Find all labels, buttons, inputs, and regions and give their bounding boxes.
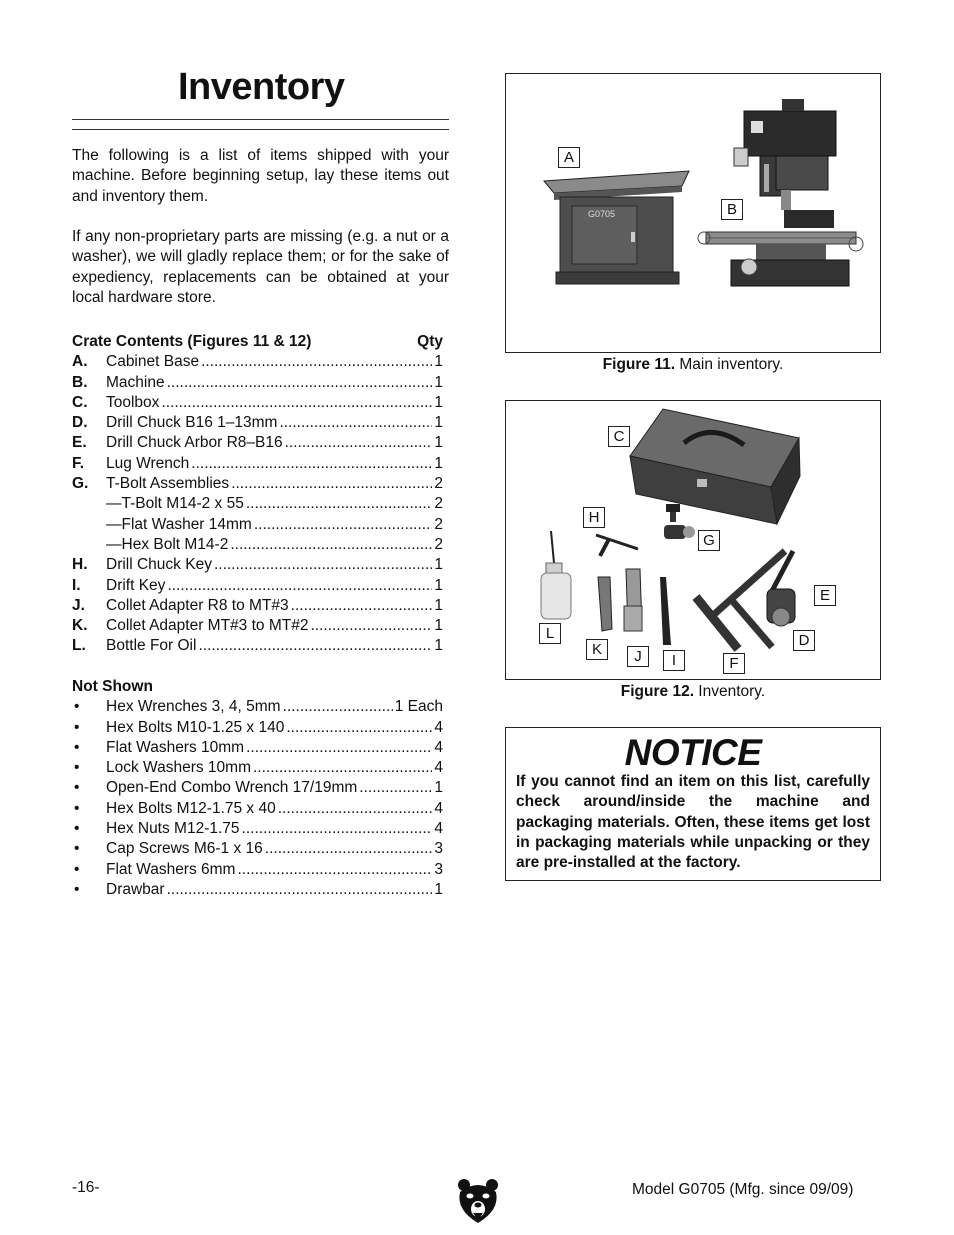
notice-box xyxy=(505,727,881,881)
chuck-key-illustration xyxy=(596,535,638,556)
item-qty: 4 xyxy=(434,820,443,838)
item-name: —T-Bolt M14-2 x 55 xyxy=(106,495,244,513)
item-qty: 2 xyxy=(434,495,443,513)
figure-12-illustration xyxy=(506,401,882,681)
item-name: Hex Bolts M10-1.25 x 140 xyxy=(106,718,285,736)
item-name: Collet Adapter MT#3 to MT#2 xyxy=(106,617,309,635)
figure-12-caption: Figure 12. Inventory. xyxy=(620,683,766,700)
collet-adapter-j-illustration xyxy=(624,569,642,631)
item-letter: B. xyxy=(72,373,88,391)
leader-dots xyxy=(230,535,432,555)
item-letter: G. xyxy=(72,475,89,493)
bear-logo-icon xyxy=(456,1176,500,1224)
item-qty: 4 xyxy=(434,738,443,756)
qty-header: Qty xyxy=(417,333,443,350)
crate-item-row xyxy=(72,352,443,372)
leader-dots xyxy=(242,819,433,839)
crate-item-row xyxy=(72,494,443,514)
item-qty: 1 xyxy=(434,414,443,432)
leader-dots xyxy=(167,373,433,393)
crate-item-row xyxy=(72,555,443,575)
figure-12-label-g: G xyxy=(698,530,720,551)
item-name: Collet Adapter R8 to MT#3 xyxy=(106,596,289,614)
leader-dots xyxy=(278,799,433,819)
oil-bottle-illustration xyxy=(541,531,571,619)
figure-12-frame xyxy=(505,400,881,680)
item-qty: 3 xyxy=(434,860,443,878)
not-shown-item-row xyxy=(72,819,443,839)
leader-dots xyxy=(246,494,433,514)
crate-item-row xyxy=(72,373,443,393)
leader-dots xyxy=(285,433,433,453)
figure-12-label-e: E xyxy=(814,585,836,606)
svg-text:G0705: G0705 xyxy=(588,209,616,219)
crate-item-row xyxy=(72,535,443,555)
figure-11-label-a: A xyxy=(558,147,580,168)
leader-dots xyxy=(167,880,433,900)
not-shown-item-row xyxy=(72,880,443,900)
item-name: Hex Wrenches 3, 4, 5mm xyxy=(106,698,281,716)
item-name: T-Bolt Assemblies xyxy=(106,475,230,493)
item-name: —Flat Washer 14mm xyxy=(106,515,252,533)
bullet: • xyxy=(74,880,80,898)
item-name: Toolbox xyxy=(106,393,160,411)
item-name: Hex Bolts M12-1.75 x 40 xyxy=(106,799,276,817)
item-qty: 1 xyxy=(434,637,443,655)
crate-item-row xyxy=(72,515,443,535)
item-qty: 1 xyxy=(434,596,443,614)
figure-11-label-b: B xyxy=(721,199,743,220)
figure-12-label-c: C xyxy=(608,426,630,447)
notice-title: NOTICE xyxy=(624,732,762,773)
leader-dots xyxy=(359,778,432,798)
item-qty: 1 xyxy=(434,556,443,574)
not-shown-item-row xyxy=(72,799,443,819)
item-name: Flat Washers 10mm xyxy=(106,738,245,756)
item-letter: I. xyxy=(72,576,81,594)
crate-item-row xyxy=(72,576,443,596)
intro-paragraph-2: If any non-proprietary parts are missing (e.g. a nut or a washer), we will gladly replace them; or for the sake of expediency, replacements can be obtained at your local hardware store. xyxy=(72,228,449,306)
figure-12-label-f: F xyxy=(723,653,745,674)
page-title: Inventory xyxy=(178,66,345,108)
leader-dots xyxy=(191,454,432,474)
item-name: Bottle For Oil xyxy=(106,637,197,655)
item-name: Flat Washers 6mm xyxy=(106,860,236,878)
item-name: Lug Wrench xyxy=(106,454,190,472)
bullet: • xyxy=(74,698,80,716)
crate-item-row xyxy=(72,596,443,616)
item-letter: A. xyxy=(72,353,88,371)
not-shown-header: Not Shown xyxy=(72,678,153,695)
bullet: • xyxy=(74,779,80,797)
not-shown-item-row xyxy=(72,697,443,717)
page-number: -16- xyxy=(72,1179,100,1196)
figure-12-label-h: H xyxy=(583,507,605,528)
figure-11-frame xyxy=(505,73,881,353)
item-letter xyxy=(72,515,106,535)
leader-dots xyxy=(253,758,432,778)
item-letter: C. xyxy=(72,393,88,411)
figure-12-label-i: I xyxy=(663,650,685,671)
item-name: Machine xyxy=(106,373,165,391)
figure-12-label-l: L xyxy=(539,623,561,644)
item-qty: 1 Each xyxy=(394,698,443,716)
leader-dots xyxy=(283,697,393,717)
crate-item-row xyxy=(72,454,443,474)
item-name: Drawbar xyxy=(106,880,165,898)
crate-item-row xyxy=(72,616,443,636)
leader-dots xyxy=(254,515,433,535)
crate-item-row xyxy=(72,393,443,413)
item-qty: 2 xyxy=(434,515,443,533)
bullet: • xyxy=(74,820,80,838)
leader-dots xyxy=(246,738,432,758)
notice-body: If you cannot find an item on this list, carefully check around/inside the machine and packaging materials. Often, these items get lost in packaging materials while unpacking or they are pre-installed at the factory. xyxy=(516,773,870,872)
bullet: • xyxy=(74,840,80,858)
item-qty: 1 xyxy=(434,779,443,797)
item-qty: 1 xyxy=(434,454,443,472)
crate-item-row xyxy=(72,433,443,453)
item-letter: H. xyxy=(72,556,88,574)
item-qty: 4 xyxy=(434,799,443,817)
leader-dots xyxy=(237,860,432,880)
figure-11-caption: Figure 11. Main inventory. xyxy=(602,356,784,373)
leader-dots xyxy=(161,393,432,413)
item-qty: 1 xyxy=(434,434,443,452)
item-letter: F. xyxy=(72,454,85,472)
item-qty: 3 xyxy=(434,840,443,858)
not-shown-item-row xyxy=(72,860,443,880)
item-name: Drill Chuck Arbor R8–B16 xyxy=(106,434,283,452)
bullet: • xyxy=(74,860,80,878)
not-shown-item-row xyxy=(72,738,443,758)
item-qty: 2 xyxy=(434,535,443,553)
crate-contents-list xyxy=(72,332,443,657)
title-rule-top xyxy=(72,119,449,120)
leader-dots xyxy=(214,555,432,575)
mill-drill-machine-illustration xyxy=(698,99,863,286)
leader-dots xyxy=(310,616,432,636)
t-bolt-illustration xyxy=(664,504,695,539)
leader-dots xyxy=(231,474,432,494)
leader-dots xyxy=(167,576,432,596)
item-letter: K. xyxy=(72,617,88,635)
item-qty: 1 xyxy=(434,617,443,635)
item-name: Lock Washers 10mm xyxy=(106,759,251,777)
item-qty: 4 xyxy=(434,759,443,777)
intro-paragraph-1: The following is a list of items shipped with your machine. Before beginning setup, lay these items out and inventory them. xyxy=(72,147,449,205)
drift-key-illustration xyxy=(660,577,671,645)
figure-12-label-d: D xyxy=(793,630,815,651)
item-letter: L. xyxy=(72,637,86,655)
item-letter xyxy=(72,494,106,514)
bullet: • xyxy=(74,718,80,736)
title-rule-bottom xyxy=(72,129,449,130)
model-footer: Model G0705 (Mfg. since 09/09) xyxy=(632,1181,854,1198)
leader-dots xyxy=(201,352,432,372)
not-shown-list xyxy=(72,677,443,900)
bullet: • xyxy=(74,759,80,777)
item-name: Cabinet Base xyxy=(106,353,200,371)
crate-item-row xyxy=(72,413,443,433)
collet-adapter-k-illustration xyxy=(598,577,612,631)
not-shown-item-row xyxy=(72,839,443,859)
item-name: Drill Chuck B16 1–13mm xyxy=(106,414,278,432)
leader-dots xyxy=(265,839,433,859)
item-name: —Hex Bolt M14-2 xyxy=(106,535,229,553)
bullet: • xyxy=(74,738,80,756)
item-name: Open-End Combo Wrench 17/19mm xyxy=(106,779,358,797)
item-letter: J. xyxy=(72,596,85,614)
crate-contents-title: Crate Contents (Figures 11 & 12) xyxy=(72,333,312,350)
item-name: Hex Nuts M12-1.75 xyxy=(106,820,240,838)
not-shown-item-row xyxy=(72,718,443,738)
not-shown-item-row xyxy=(72,778,443,798)
cabinet-base-illustration xyxy=(544,171,689,284)
item-qty: 1 xyxy=(434,393,443,411)
not-shown-item-row xyxy=(72,758,443,778)
figure-11-illustration xyxy=(506,74,882,354)
figure-12-label-j: J xyxy=(627,646,649,667)
figure-12-label-k: K xyxy=(586,639,608,660)
leader-dots xyxy=(198,636,432,656)
item-qty: 1 xyxy=(434,576,443,594)
item-name: Drill Chuck Key xyxy=(106,556,212,574)
item-qty: 1 xyxy=(434,373,443,391)
item-qty: 2 xyxy=(434,475,443,493)
item-letter xyxy=(72,535,106,555)
leader-dots xyxy=(279,413,432,433)
leader-dots xyxy=(291,596,433,616)
toolbox-illustration xyxy=(630,409,800,524)
leader-dots xyxy=(286,718,432,738)
item-qty: 1 xyxy=(434,880,443,898)
crate-item-row xyxy=(72,474,443,494)
crate-contents-header xyxy=(72,332,443,352)
item-letter: E. xyxy=(72,434,87,452)
item-qty: 1 xyxy=(434,353,443,371)
item-name: Cap Screws M6-1 x 16 xyxy=(106,840,263,858)
crate-item-row xyxy=(72,636,443,656)
bullet: • xyxy=(74,799,80,817)
item-letter: D. xyxy=(72,414,88,432)
item-name: Drift Key xyxy=(106,576,166,594)
item-qty: 4 xyxy=(434,718,443,736)
